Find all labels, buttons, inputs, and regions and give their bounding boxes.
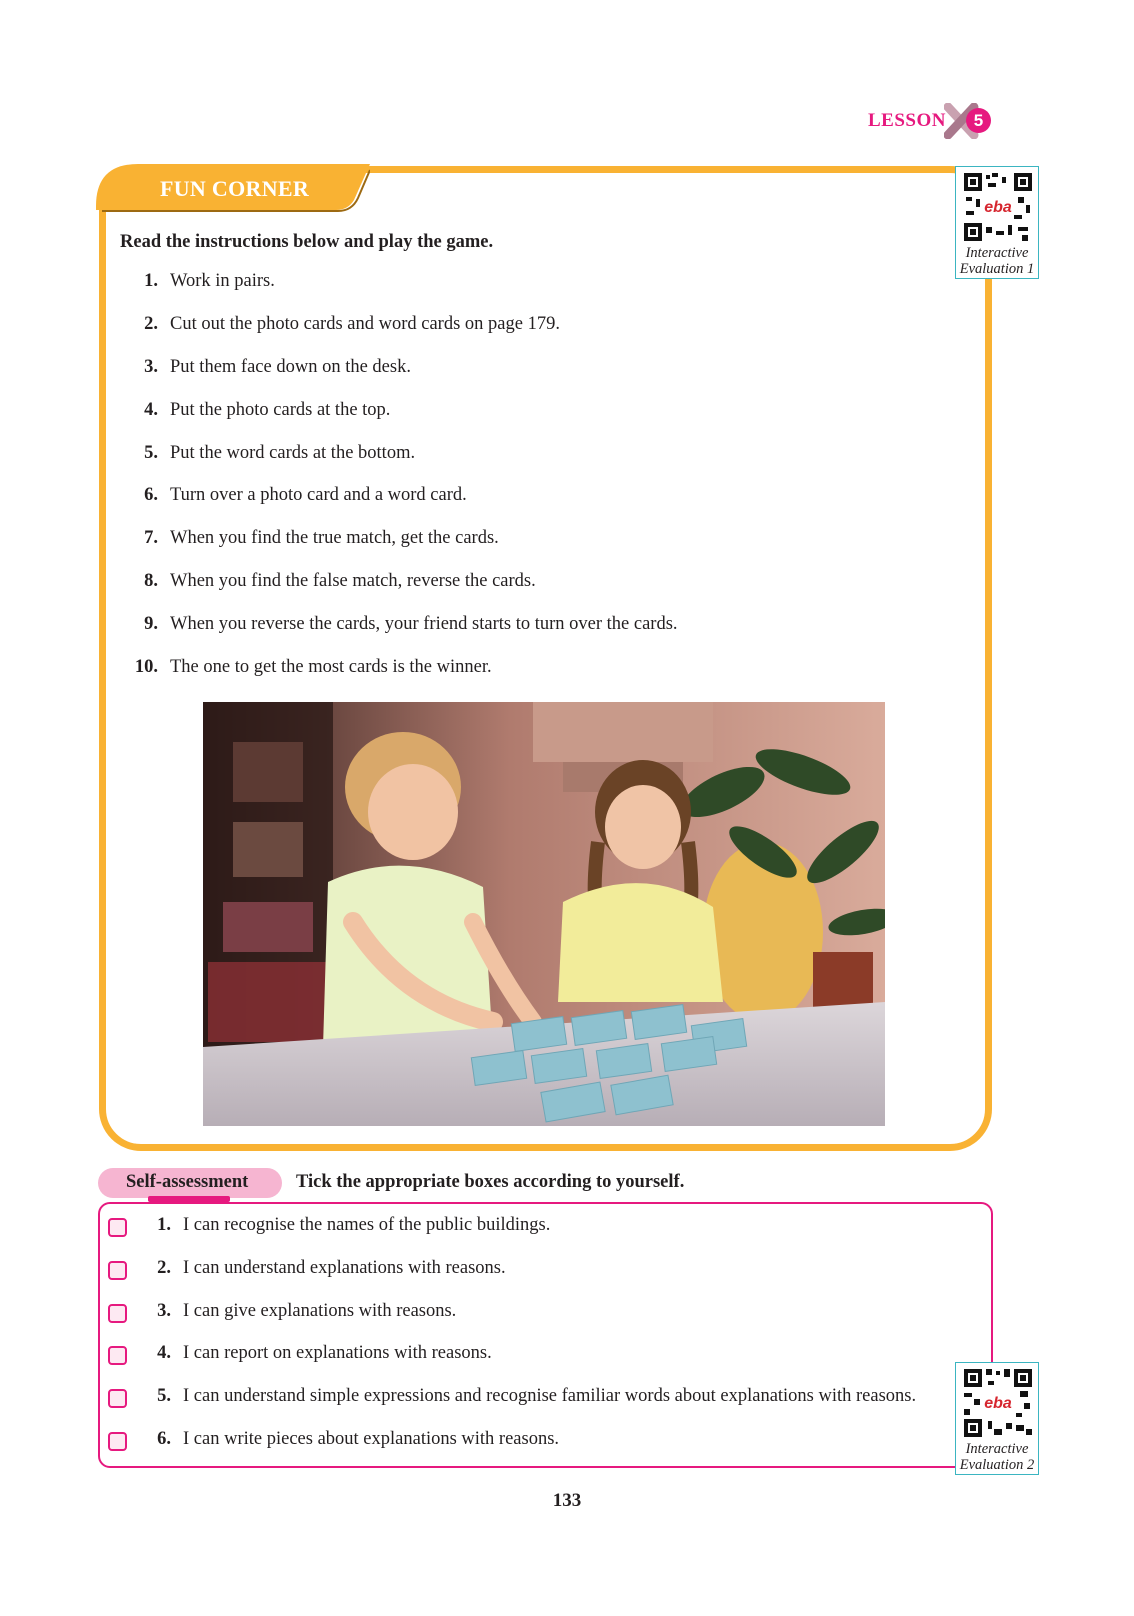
tick-checkbox[interactable] [108, 1432, 127, 1451]
step-number: 2. [144, 313, 158, 334]
list-item [108, 1215, 916, 1258]
page-number: 133 [552, 1490, 582, 1511]
qr-logo: eba [984, 199, 1012, 216]
item-number: 3. [157, 1300, 171, 1321]
list-item [118, 314, 678, 357]
item-text: I can recognise the names of the public buildings. [183, 1215, 551, 1235]
list-item [118, 657, 678, 700]
instruction-list [118, 271, 678, 700]
lesson-number: 5 [966, 108, 991, 133]
step-text: Put them face down on the desk. [170, 356, 411, 377]
list-item [118, 357, 678, 400]
qr-code-evaluation-1[interactable] [955, 166, 1039, 279]
step-number: 10. [134, 657, 158, 678]
self-assessment-list [108, 1215, 916, 1472]
item-text: I can give explanations with reasons. [183, 1300, 457, 1321]
step-number: 1. [144, 271, 158, 291]
item-text: I can understand simple expressions and recognise familiar words about explanations with reasons. [183, 1386, 917, 1407]
list-item [118, 614, 678, 657]
qr-caption-line1: Interactive [965, 245, 1029, 261]
item-number: 2. [157, 1257, 171, 1278]
item-number: 5. [157, 1386, 171, 1407]
step-number: 6. [144, 485, 158, 506]
list-item [108, 1386, 916, 1429]
list-item [108, 1301, 916, 1344]
list-item [108, 1343, 916, 1386]
step-text: The one to get the most cards is the winner. [170, 657, 492, 678]
step-number: 3. [144, 356, 158, 377]
lesson-cross-icon [944, 103, 996, 139]
list-item [108, 1429, 916, 1472]
fun-corner-title: FUN CORNER [160, 176, 310, 201]
step-number: 5. [144, 442, 158, 463]
qr-logo: eba [984, 1395, 1012, 1412]
step-text: Put the word cards at the bottom. [170, 442, 416, 463]
item-text: I can understand explanations with reasons. [183, 1257, 506, 1278]
step-text: When you reverse the cards, your friend starts to turn over the cards. [170, 614, 678, 635]
tick-checkbox[interactable] [108, 1304, 127, 1323]
list-item [118, 443, 678, 486]
qr-code-icon [962, 171, 1034, 243]
self-assessment-title: Tick the appropriate boxes according to yourself. [296, 1172, 685, 1192]
item-text: I can report on explanations with reasons. [183, 1343, 492, 1364]
step-text: Cut out the photo cards and word cards on page 179. [170, 313, 560, 334]
step-text: Put the photo cards at the top. [170, 399, 391, 420]
step-text: Work in pairs. [170, 271, 275, 291]
qr-caption-line2: Evaluation 1 [959, 261, 1035, 277]
children-playing-cards-photo [203, 702, 885, 1126]
tick-checkbox[interactable] [108, 1218, 127, 1237]
list-item [118, 571, 678, 614]
list-item [118, 485, 678, 528]
tick-checkbox[interactable] [108, 1261, 127, 1280]
list-item [118, 400, 678, 443]
instructions-title: Read the instructions below and play the game. [120, 232, 494, 252]
step-number: 7. [144, 528, 158, 549]
self-assessment-label: Self-assessment [126, 1172, 249, 1192]
item-number: 6. [157, 1428, 171, 1449]
item-text: I can write pieces about explanations with reasons. [183, 1428, 560, 1449]
tick-checkbox[interactable] [108, 1346, 127, 1365]
tick-checkbox[interactable] [108, 1389, 127, 1408]
qr-caption-line2: Evaluation 2 [959, 1457, 1035, 1473]
step-number: 9. [144, 614, 158, 635]
qr-code-icon [962, 1367, 1034, 1439]
step-number: 4. [144, 399, 158, 420]
step-number: 8. [144, 571, 158, 592]
item-number: 1. [157, 1215, 171, 1235]
step-text: Turn over a photo card and a word card. [170, 485, 467, 506]
lesson-label: LESSON [868, 110, 946, 131]
qr-caption-line1: Interactive [965, 1441, 1029, 1457]
list-item [118, 528, 678, 571]
step-text: When you find the true match, get the cards. [170, 528, 499, 549]
item-number: 4. [157, 1343, 171, 1364]
qr-code-evaluation-2[interactable] [955, 1362, 1039, 1475]
list-item [118, 271, 678, 314]
list-item [108, 1258, 916, 1301]
step-text: When you find the false match, reverse the cards. [170, 571, 536, 592]
lesson-badge [868, 103, 996, 139]
